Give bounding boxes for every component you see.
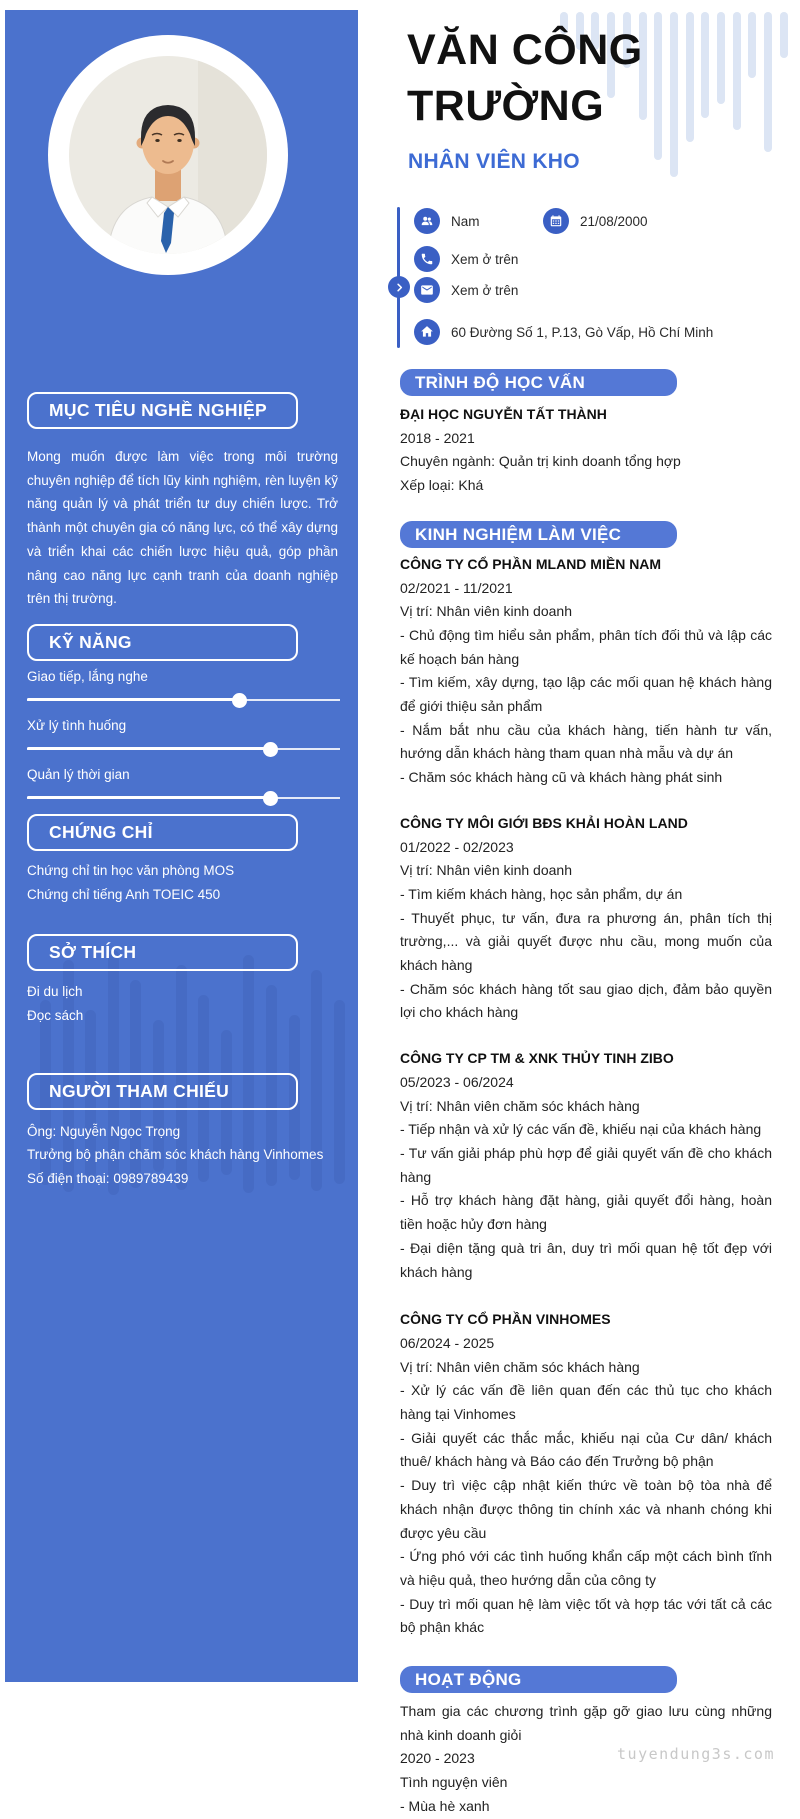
objective-text: Mong muốn được làm việc trong môi trường chuyên nghiệp để tích lũy kinh nghiệm, rèn luyện kỹ năng quản lý và phát triển tư duy chiến lược. Trở thành một chuyên gia có năng lực, có thể xây dựng và triển khai các chiến lược hiệu quả, góp phần nâng cao năng lực cạnh tranh của doanh nghiệp trên thị trường. — [27, 449, 338, 607]
job-position: Vị trí: Nhân viên chăm sóc khách hàng — [400, 1097, 640, 1114]
skill-label: Xử lý tình huống — [27, 717, 127, 733]
education-period: 2018 - 2021 — [400, 429, 475, 446]
dob-row — [543, 208, 648, 234]
slider-fill — [27, 796, 271, 799]
job-bullet: - Tiếp nhận và xử lý các vấn đề, khiếu nại của khách hàng — [400, 1121, 762, 1138]
job-bullet: - Giải quyết các thắc mắc, khiếu nại của Cư dân/ khách thuê/ khách hàng và Báo cáo đến Trưởng bộ phận — [400, 1429, 772, 1470]
company-name: CÔNG TY CỔ PHẦN VINHOMES — [400, 1311, 611, 1328]
hobbies-heading — [27, 934, 298, 971]
objective-heading — [27, 392, 298, 429]
hobby-item: Đi du lịch — [27, 984, 83, 1000]
phone-value: Xem ở trên — [451, 251, 519, 267]
activity-line: Tham gia các chương trình gặp gỡ giao lưu cùng những nhà kinh doanh giỏi — [400, 1703, 772, 1743]
skills-heading-label: KỸ NĂNG — [49, 631, 132, 652]
objective-heading-label: MỤC TIÊU NGHỀ NGHIỆP — [49, 400, 267, 420]
certificates-heading — [27, 814, 298, 851]
job-entry — [400, 553, 772, 790]
company-name: CÔNG TY CỔ PHẦN MLAND MIỀN NAM — [400, 555, 662, 572]
email-value: Xem ở trên — [451, 282, 519, 298]
reference-name: Ông: Nguyễn Ngọc Trọng — [27, 1123, 181, 1139]
job-position: Vị trí: Nhân viên chăm sóc khách hàng — [400, 1358, 640, 1375]
job-bullet: - Hỗ trợ khách hàng đặt hàng, giải quyết đổi hàng, hoàn tiền hoặc hủy đơn hàng — [400, 1192, 772, 1233]
activities-heading — [400, 1666, 677, 1693]
candidate-name: VĂN CÔNG TRƯỜNG — [407, 26, 643, 130]
slider-fill — [27, 698, 240, 701]
sidebar — [5, 10, 358, 1682]
certificates-list — [5, 859, 358, 906]
skill-label: Giao tiếp, lắng nghe — [27, 668, 148, 684]
skills-list — [5, 667, 358, 806]
skill-item — [5, 716, 358, 757]
reference-heading — [27, 1073, 298, 1110]
activity-line: - Mùa hè xanh — [400, 1797, 490, 1814]
job-bullet: - Chăm sóc khách hàng tốt sau giao dịch, đảm bảo quyền lợi cho khách hàng — [400, 980, 772, 1021]
job-period: 06/2024 - 2025 — [400, 1334, 495, 1351]
job-bullet: - Chủ động tìm hiểu sản phẩm, phân tích đối thủ và lập các kế hoạch bán hàng — [400, 626, 772, 667]
hobbies-heading-label: SỞ THÍCH — [49, 942, 137, 963]
job-period: 05/2023 - 06/2024 — [400, 1073, 514, 1090]
calendar-icon — [543, 208, 569, 234]
hobbies-list — [5, 980, 358, 1027]
dob-value: 21/08/2000 — [580, 213, 648, 229]
activities-heading-label: HOẠT ĐỘNG — [415, 1670, 522, 1690]
skills-heading — [27, 624, 298, 661]
slider-dot — [263, 791, 278, 806]
job-bullet: - Duy trì mối quan hệ làm việc tốt và hợp tác với tất cả các bộ phận khác — [400, 1595, 772, 1636]
address-value: 60 Đường Số 1, P.13, Gò Vấp, Hồ Chí Minh — [451, 324, 714, 340]
phone-icon — [414, 246, 440, 272]
certificates-heading-label: CHỨNG CHỈ — [49, 821, 153, 842]
avatar — [68, 55, 268, 255]
slider-dot — [263, 742, 278, 757]
certificate-item: Chứng chỉ tin học văn phòng MOS — [27, 862, 235, 878]
education-block — [400, 403, 772, 498]
watermark: tuyendung3s.com — [617, 1745, 775, 1763]
phone-row — [414, 246, 518, 272]
chevron-right-icon — [388, 276, 410, 298]
job-period: 02/2021 - 11/2021 — [400, 579, 513, 596]
job-position: Vị trí: Nhân viên kinh doanh — [400, 603, 572, 620]
education-grade: Xếp loại: Khá — [400, 477, 484, 494]
job-period: 01/2022 - 02/2023 — [400, 838, 514, 855]
reference-block — [5, 1120, 358, 1191]
job-entry — [400, 1047, 772, 1284]
job-bullet: - Xử lý các vấn đề liên quan đến các thủ tục cho khách hàng tại Vinhomes — [400, 1382, 772, 1423]
job-bullet: - Tư vấn giải pháp phù hợp để giải quyết vấn đề cho khách hàng — [400, 1144, 772, 1185]
email-row — [414, 277, 518, 303]
skill-slider — [27, 790, 340, 806]
slider-fill — [27, 747, 271, 750]
activity-line: 2020 - 2023 — [400, 1750, 475, 1767]
profile-photo — [48, 35, 288, 275]
experience-heading-label: KINH NGHIỆM LÀM VIỆC — [415, 524, 622, 544]
education-heading-label: TRÌNH ĐỘ HỌC VẤN — [415, 373, 586, 392]
skill-item — [5, 765, 358, 806]
certificate-item: Chứng chỉ tiếng Anh TOEIC 450 — [27, 886, 221, 902]
gender-value: Nam — [451, 213, 480, 229]
address-row — [414, 319, 713, 345]
skill-item — [5, 667, 358, 708]
skill-label: Quản lý thời gian — [27, 766, 130, 782]
reference-position: Trưởng bộ phận chăm sóc khách hàng Vinhomes — [27, 1147, 324, 1163]
job-bullet: - Duy trì việc cập nhật kiến thức về toàn bộ tòa nhà để khách nhận được thông tin chính xác và nhanh chóng khi được yêu cầu — [400, 1477, 772, 1541]
job-bullet: - Thuyết phục, tư vấn, đưa ra phương án, phân tích thị trường,... và giải quyết được nhu cầu, mong muốn của khách hàng — [400, 909, 772, 974]
company-name: CÔNG TY CP TM & XNK THỦY TINH ZIBO — [400, 1050, 674, 1067]
job-bullet: - Tìm kiếm khách hàng, học sản phẩm, dự án — [400, 885, 683, 902]
job-entry — [400, 812, 772, 1025]
job-bullet: - Tìm kiếm, xây dựng, tạo lập các mối quan hệ khách hàng để giới thiệu sản phẩm — [400, 674, 772, 715]
company-name: CÔNG TY MÔI GIỚI BĐS KHẢI HOÀN LAND — [400, 814, 688, 831]
hobby-item: Đọc sách — [27, 1008, 84, 1024]
home-icon — [414, 319, 440, 345]
job-bullet: - Nắm bắt nhu cầu của khách hàng, tiến hành tư vấn, hướng dẫn khách hàng tham quan nhà mẫu và dự án — [400, 721, 772, 762]
people-icon — [414, 208, 440, 234]
job-entry — [400, 1308, 772, 1640]
personal-info — [397, 205, 772, 351]
job-title: NHÂN VIÊN KHO — [408, 150, 580, 173]
reference-phone: Số điện thoại: 0989789439 — [27, 1171, 189, 1187]
job-position: Vị trí: Nhân viên kinh doanh — [400, 862, 572, 879]
school-name: ĐẠI HỌC NGUYỄN TẤT THÀNH — [400, 406, 607, 422]
main-column — [400, 0, 772, 1819]
job-bullet: - Đại diện tặng quà tri ân, duy trì mối quan hệ tốt đẹp với khách hàng — [400, 1239, 772, 1280]
slider-dot — [232, 693, 247, 708]
job-bullet: - Ứng phó với các tình huống khẩn cấp một cách bình tĩnh và hiệu quả, theo hướng dẫn của công ty — [400, 1548, 772, 1588]
experience-heading — [400, 521, 677, 548]
education-heading — [400, 369, 677, 396]
education-major: Chuyên ngành: Quản trị kinh doanh tổng hợp — [400, 453, 681, 470]
mail-icon — [414, 277, 440, 303]
reference-heading-label: NGƯỜI THAM CHIẾU — [49, 1080, 230, 1101]
skill-slider — [27, 741, 340, 757]
job-bullet: - Chăm sóc khách hàng cũ và khách hàng phát sinh — [400, 769, 723, 786]
activity-line: Tình nguyện viên — [400, 1774, 508, 1791]
gender-row — [414, 208, 480, 234]
skill-slider — [27, 692, 340, 708]
